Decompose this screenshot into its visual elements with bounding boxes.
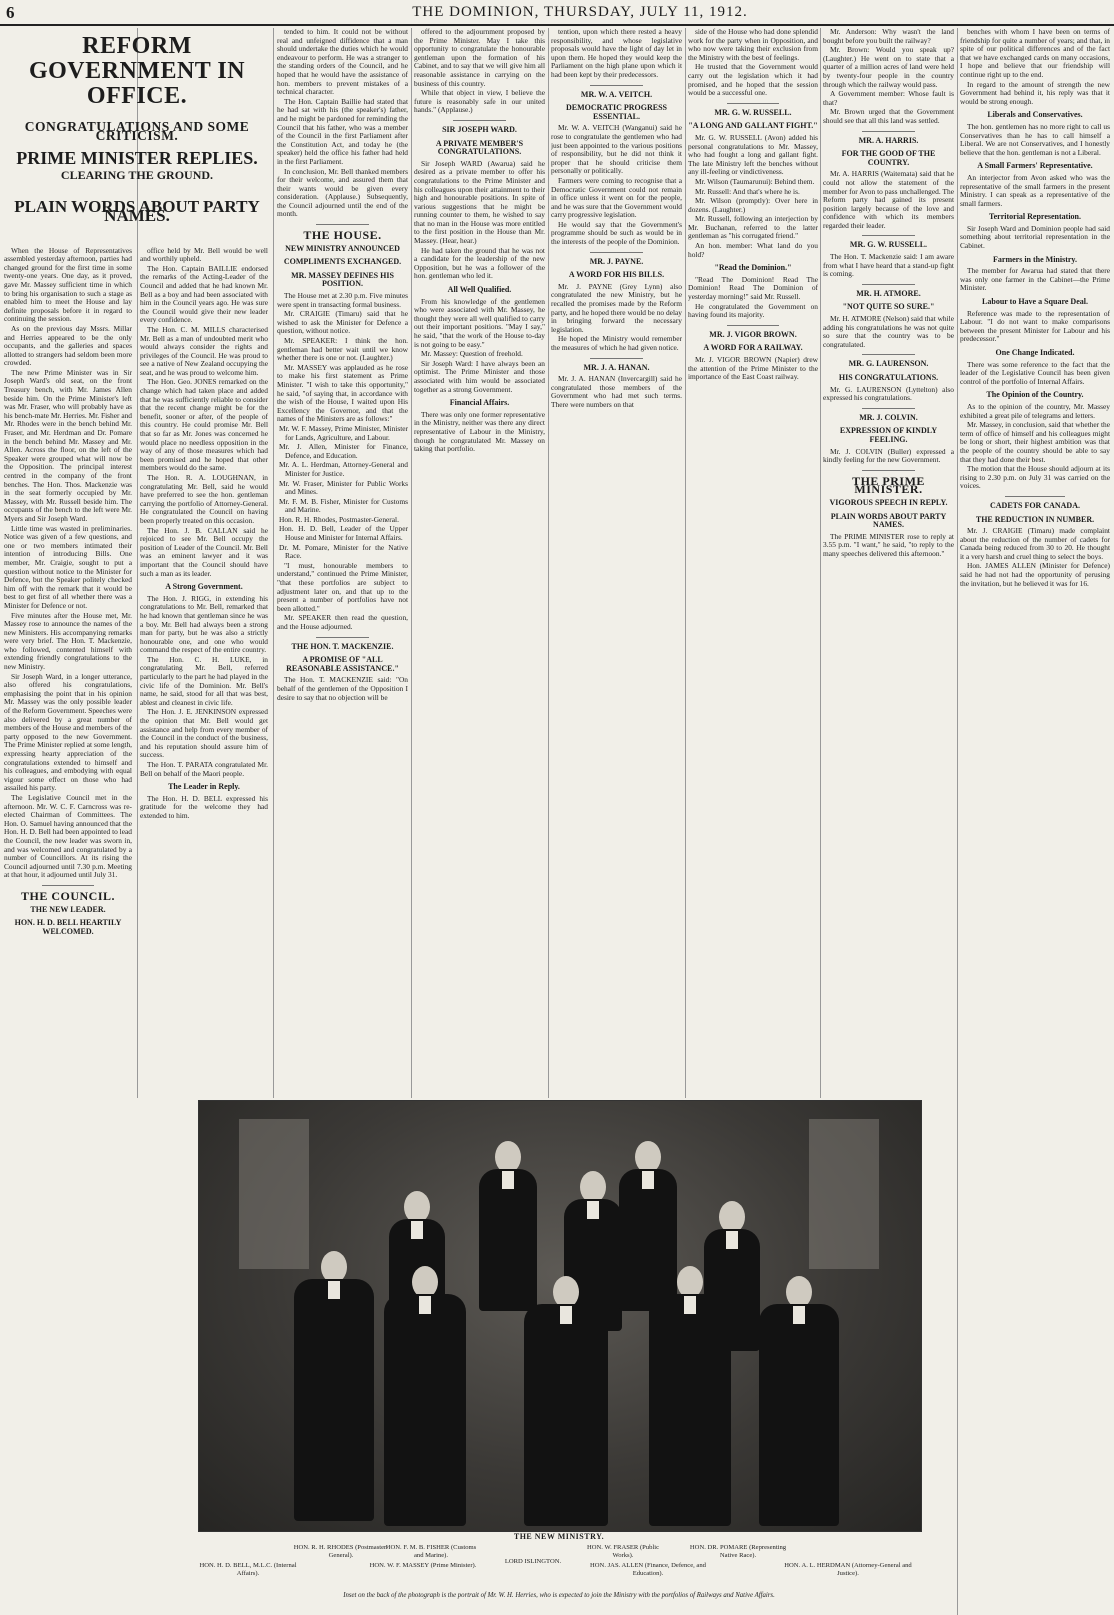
article-paragraph: While that object in view, I believe the future is reasonably safe in our united hands." (Applause.) [414,88,545,115]
column-rule [273,28,274,1098]
minister-entry: Mr. W. F. Massey, Prime Minister, Minister for Lands, Agriculture, and Labour. [279,423,408,442]
article-paragraph: office held by Mr. Bell would be well and worthily upheld. [140,245,268,264]
column-4 [414,28,545,1096]
section-subheading: "A LONG AND GALLANT FIGHT." [688,121,818,131]
section-subheading: EXPRESSION OF KINDLY FEELING. [839,426,938,444]
article-paragraph: Sir Joseph Ward, in a longer utterance, also offered his congratulations, emphasising the point that in his opinion Mr. Massey was the only possible leader of the Reform Government. Speeches were also delivered by a great number of members of the House and members of the party opposed to the new Government. The Prime Minister replied at some length, expressing hearty appreciation of the congratulations extended to himself and his colleagues, and embodying with equal vigour some effect on those who had assailed his party. [4,671,132,793]
article-paragraph: The Hon. C. H. LUKE, in congratulating Mr. Bell, referred particularly to the part he had played in the civic life of the Dominion. Mr. Bell's name, he said, stood for all that was best, ablest and cleanest in civic life. [140,654,268,707]
article-paragraph: Mr. J. VIGOR BROWN (Napier) drew the attention of the Prime Minister to the importance of the East Coast railway. [688,355,818,382]
article-paragraph: Sir Joseph Ward: I have always been an optimist. The Prime Minister and those associated with him would be associated together as a strong Government. [414,358,545,394]
article-paragraph: Mr. W. A. VEITCH (Wanganui) said he rose to congratulate the gentlemen who had just been appointed to the various positions of responsibility, but he did not think it proper that he should criticise them personally or politically. [551,123,682,176]
article-paragraph: tended to him. It could not be without real and unfeigned diffidence that a man should undertake the duties which he would endeavour to perform. He was a stranger to the standing orders of the Council, and he hoped that he would have the assistance of hon. members to prevent mistakes of a technical character. [277,28,408,97]
minister-entry: Mr. F. M. B. Fisher, Minister for Customs and Marine. [279,496,408,515]
article-paragraph: The Hon. C. M. MILLS characterised Mr. Bell as a man of undoubted merit who would always consider the rights and privileges of the Council. He was proud to see a native of New Zealand occupying the seat, and he was proud to welcome him. [140,324,268,377]
article-paragraph: Mr. Wilson (Taumarunui): Behind them. [695,176,815,186]
section-subheading: COMPLIMENTS EXCHANGED. [283,257,402,267]
article-paragraph: He trusted that the Government would carry out the legislation which it had promised, and he hoped that the session would be a successful one. [688,62,818,98]
section-heading: CADETS FOR CANADA. [989,500,1080,510]
section-subheading: A Strong Government. [165,582,243,592]
section-heading: SIR JOSEPH WARD. [442,124,517,134]
caption-name: HON. W. FRASER (Public Works). [587,1544,659,1559]
article-paragraph: Mr. CRAIGIE (Timaru) said that he wished to ask the Minister for Defence a question, without notice. [277,309,408,336]
column-rule [411,28,412,1098]
article-paragraph: "Read The Dominion! Read The Dominion! Read The Dominion of yesterday morning!" said Mr. Russell. [688,274,818,302]
minister-figure [294,1251,374,1521]
section-heading: MR. W. A. VEITCH. [580,89,653,99]
article-paragraph: Hon. JAMES ALLEN (Minister for Defence) said he had not had the opportunity of perusing the invitation, but he believed it was for 16. [960,561,1110,588]
caption-name: HON. A. L. HERDMAN (Attorney-General and Justice). [784,1562,912,1577]
headline-deck: PLAIN WORDS ABOUT PARTY NAMES. [14,197,260,225]
article-paragraph: There was some reference to the fact that the leader of the Legislative Council has been given control of the portfolio of Internal Affairs. [960,359,1110,386]
article-paragraph: Sir Joseph Ward and Dominion people had said something about territorial representation in the Cabinet. [960,223,1110,251]
photo-captions [198,1532,920,1612]
column-rule [957,28,958,1615]
section-subheading: A PROMISE OF "ALL REASONABLE ASSISTANCE." [286,655,399,673]
minister-entry: Mr. W. Fraser, Minister for Public Works and Mines. [279,478,408,497]
column-5 [551,28,682,1096]
article-paragraph: When the House of Representatives assembled yesterday afternoon, parties had changed ground for the first time in some twenty-one years. One day, as it proved, gave Mr. Massey sufficient time in which to bring his organisation to such a stage as enabled him to meet the House and lay definite proposals before it in regard to continuing the session. [4,245,132,324]
window-background [809,1119,879,1269]
section-subheading: All Well Qualified. [447,285,512,295]
article-paragraph: From his knowledge of the gentlemen who were associated with Mr. Massey, he thought they were all well qualified to carry out their important positions. "May I say," he said, "that the work of the House to-day is not going to be easy." [414,296,545,349]
section-subheading: MR. MASSEY DEFINES HIS POSITION. [291,270,394,289]
minister-entry: Dr. M. Pomare, Minister for the Native Race. [279,542,408,561]
article-paragraph: Mr. Russell, following an interjection by Mr. Buchanan, referred to the latter gentleman as "his corrugated friend." [688,214,818,241]
article-paragraph: In conclusion, Mr. Bell thanked members for their welcome, and assured them that their wants would be given every consideration. (Applause.) Subsequently, the Council adjourned until the end of the month. [277,166,408,219]
article-paragraph: Mr. SPEAKER: I think the hon. gentleman had better wait until we know whether there is one or not. (Laughter.) [277,336,408,363]
section-subheading: Territorial Representation. [989,212,1081,222]
article-paragraph: The Hon. Captain Baillie had stated that he had sat with his (the speaker's) father, and he might be pardoned for reminding the Council that his father, who was a member of the Council in the first Parliament after the Constitution Act, and today he (the speaker) held the office his father had held in the first Parliament. [277,96,408,166]
section-subheading: Farmers in the Ministry. [993,254,1077,264]
article-paragraph: Farmers were coming to recognise that a Democratic Government could not remain in office unless it went on for the people, and he was sure that the Government would carry progressive legislation. [551,175,682,220]
article-paragraph: The Hon. H. D. BELL expressed his gratitude for the welcome they had extended to him. [140,793,268,820]
minister-entry: Mr. A. L. Herdman, Attorney-General and Minister for Justice. [279,460,408,478]
minister-entry: Mr. J. Allen, Minister for Finance, Defence, and Education. [279,442,408,460]
section-subheading: Labour to Have a Square Deal. [982,297,1088,307]
article-paragraph: Mr. A. HARRIS (Waitemata) said that he could not allow the statement of the member for Avon to pass unchallenged. The Reform party had gained its present position largely because of the love and confidence with which its members regarded their leader. [823,169,954,230]
section-heading: THE PRIME MINISTER. [852,473,925,497]
article-paragraph: Mr. Brown urged that the Government should see that all this land was settled. [823,107,954,125]
article-paragraph: Mr. Massey: Question of freehold. [421,349,523,359]
minister-figure [384,1266,466,1526]
headline-deck: PRIME MINISTER REPLIES. [16,148,258,169]
section-subheading: THE NEW LEADER. [30,904,106,914]
article-paragraph: The Hon. T. Mackenzie said: I am aware from what I have heard that a stand-up fight is coming. [823,252,954,279]
article-paragraph: The member for Awarua had stated that there was only one farmer in the Cabinet—the Prime Minister. [960,266,1110,293]
article-paragraph: Mr. G. W. RUSSELL (Avon) added his personal congratulations to Mr. Massey, who had fought a long and gallant fight. The late Ministry left the benches without any ill-feeling or vindictiveness. [688,132,818,177]
ministry-group-photo [198,1100,922,1532]
article-paragraph: Mr. Anderson: Why wasn't the land bought before you built the railway? [823,28,954,45]
article-paragraph: benches with whom I have been on terms of friendship for quite a number of years; and that, in spite of our political differences and of the fact that we have exchanged cards on many occasions, I hope and believe that our friendship will continue right up to the end. [960,28,1110,79]
column-rule [548,28,549,1098]
caption-name: HON. DR. POMARE (Representing Native Race). [689,1544,787,1559]
article-paragraph: offered to the adjournment proposed by the Prime Minister. May I take this opportunity to congratulate the honourable gentleman upon the formation of his Cabinet, and to say that we will give him all reasonable assistance in carrying on the business of this country. [414,28,545,88]
article-paragraph: Mr. Massey, in conclusion, said that whether the term of office of himself and his colleagues might be long or short, their highest ambition was that the people of the country should be able to say that they had done their best. [960,420,1110,464]
article-paragraph: He hoped the Ministry would remember the measures of which he had given notice. [551,334,682,352]
section-subheading: A WORD FOR A RAILWAY. [703,343,803,353]
section-heading: MR. J. COLVIN. [859,412,918,422]
article-paragraph: "I must, honourable members to understand," continued the Prime Minister, "that these portfolios are subject to adjustment later on, and that up to the present a number of portfolios have not been allotted." [277,560,408,613]
article-paragraph: Mr. J. CRAIGIE (Timaru) made complaint about the reduction of the number of cadets for Canada being reduced from 30 to 20. He thought it a very harsh and cruel thing to select the boys. [960,526,1110,561]
photo-title: THE NEW MINISTRY. [513,1532,605,1541]
caption-name: LORD ISLINGTON. [504,1558,562,1565]
minister-figure [524,1276,608,1526]
caption-name: HON. R. H. RHODES (Postmaster-General). [293,1544,389,1559]
article-paragraph: The House met at 2.30 p.m. Five minutes were spent in transacting formal business. [277,291,408,309]
section-heading: MR. A. HARRIS. [858,135,919,145]
window-background [239,1119,309,1269]
section-heading: MR. G. LAURENSON. [848,359,929,369]
caption-name: HON. H. D. BELL, M.L.C. (Internal Affairs). [199,1562,297,1577]
section-heading: MR. J. PAYNE. [589,256,644,266]
section-subheading: "NOT QUITE SO SURE." [842,302,935,312]
section-subheading: FOR THE GOOD OF THE COUNTRY. [841,149,936,167]
section-subheading: A Small Farmers' Representative. [977,161,1093,171]
column-rule [685,28,686,1098]
article-paragraph: The Hon. Geo. JONES remarked on the change which had taken place and added that he was sufficiently reliable to consider that the recent change might be for the benefit, sooner or after, of the people of this country. He could promise Mr. Bell that so far as Mr. Jones was concerned he would place no needless opposition in the way of any of those measures which had been promised and he hoped that other members would do the same. [140,377,268,473]
article-paragraph: Reference was made to the representation of Labour. "I do not want to make comparisons between the present Minister for Labour and his predecessor." [960,308,1110,344]
column-8 [960,28,1110,1615]
caption-name: HON. F. M. B. FISHER (Customs and Marine). [385,1544,477,1559]
section-heading: THE HOUSE. [303,228,382,243]
article-paragraph: The Hon. J. E. JENKINSON expressed the opinion that Mr. Bell would get assistance and help from every member of the Council in the conduct of the business, and his reputation should assure him of success. [140,707,268,760]
section-subheading: HON. H. D. BELL HEARTILY WELCOMED. [14,918,122,936]
article-paragraph: He congratulated the Government on having found its majority. [688,301,818,320]
article-paragraph: Mr. SPEAKER then read the question, and the House adjourned. [277,613,408,631]
section-heading: MR. H. ATMORE. [856,288,921,298]
column-7 [823,28,954,1096]
article-paragraph: Mr. H. ATMORE (Nelson) said that while adding his congratulations he was not quite so sure that the country was to be congratulated. [823,314,954,349]
article-paragraph: An interjector from Avon asked who was the representative of the small farmers in the present Ministry. I can speak as a representative of the small farmers. [960,172,1110,208]
section-subheading: The Leader in Reply. [168,782,240,792]
section-heading: MR. G. W. RUSSELL. [714,107,792,117]
article-paragraph: side of the House who had done splendid work for the party when in Opposition, and who now were taking their exclusion from the Ministry with the best of feelings. [688,28,818,62]
article-paragraph: An hon. member: What land do you hold? [688,241,818,259]
article-paragraph: Mr. Wilson (promptly): Over here in dozens. (Laughter.) [688,196,818,214]
minister-entry: Hon. H. D. Bell, Leader of the Upper House and Minister for Internal Affairs. [279,524,408,543]
section-subheading: A WORD FOR HIS BILLS. [568,270,665,280]
headline-deck: CONGRATULATIONS AND SOME CRITICISM. [24,119,250,143]
section-subheading: DEMOCRATIC PROGRESS ESSENTIAL. [566,103,667,121]
article-paragraph: The Legislative Council met in the afternoon. Mr. W. C. F. Carncross was re-elected Chairman of Committees. The Hon. O. Samuel having announced that the Hon. H. D. Bell had been appointed to lead the Council, the new leader was sworn in, and was welcomed and congratulated by a number of Councillors. At its rising the Council adjourned until 7.30 p.m. Meeting at that hour, it adjourned until July 31. [4,792,132,880]
article-paragraph: The new Prime Minister was in Sir Joseph Ward's old seat, on the front Treasury bench, with Mr. James Allen beside him. On the Prime Minister's left was Mr. Fraser, who will probably have as his bench-mate Mr. Herries. Mr. Fisher and Mr. Rhodes were in the bench behind Mr. Fraser, and Mr. Herdman and Dr. Pomare in the bench behind Mr. Massey and Mr. Allen. Across the floor, on the left of the Speaker were grouped what will now be the Opposition. The principal interest centred in the company of the front benches. The Hon. Thos. Mackenzie was in the seat formerly occupied by Mr. Massey, with Mr. Russell beside him. The occupants of the bench to the left were Mr. Myers and Sir Joseph Ward. [4,367,132,523]
article-paragraph: Mr. J. A. HANAN (Invercargill) said he congratulated those members of the Government who had met such terms. There were numbers on that [551,374,682,409]
article-paragraph: As on the previous day Mssrs. Millar and Herries appeared to be the only occupants, and the galleries and spaces allotted to strangers had seldom been more crowded. [4,323,132,368]
article-paragraph: The Hon. J. RIGG, in extending his congratulations to Mr. Bell, remarked that he had known that gentleman since he was a boy. Mr. Bell had always been a strong man for party, but he was also a strictly honourable one, and one who would command the respect of the entire country. [140,593,268,655]
caption-name: HON. JAS. ALLEN (Finance, Defence, and Education). [590,1562,706,1577]
section-heading: MR. J. A. HANAN. [583,362,650,372]
section-subheading: A PRIVATE MEMBER'S CONGRATULATIONS. [435,138,524,157]
section-subheading: VIGOROUS SPEECH IN REPLY. [829,497,948,507]
section-subheading: Liberals and Conservatives. [987,110,1083,120]
article-paragraph: The motion that the House should adjourn at its rising to 2.30 p.m. on July 31 was carried on the voices. [960,464,1110,491]
article-paragraph: Sir Joseph WARD (Awarua) said he desired as a private member to offer his congratulations to the Prime Minister and his colleagues upon their attainment to their high and honourable positions. In spite of various suggestions that he might be running counter to them, he wished to say that no man in the House was more entitled to the first position in the House than Mr. Massey. (Hear, hear.) [414,158,545,246]
page-number: 6 [6,3,15,22]
column-rule [820,28,821,1098]
main-headline: REFORM GOVERNMENT IN OFFICE. [28,33,246,109]
article-paragraph: The Hon. T. MACKENZIE said: "On behalf of the gentlemen of the Opposition I desire to say that no objection will be [277,675,408,702]
article-paragraph: A Government member: Whose fault is that? [823,89,954,107]
caption-name: HON. W. F. MASSEY (Prime Minister). [369,1562,477,1569]
article-paragraph: He had taken the ground that he was not a candidate for the leadership of the new Opposition, but he was a follower of the hon. gentleman who led it. [414,245,545,281]
article-paragraph: Mr. G. LAURENSON (Lyttelton) also expressed his congratulations. [823,384,954,403]
masthead [0,0,1114,26]
photo-footnote: Inset on the back of the photograph is the portrait of Mr. W. H. Herries, who is expected to join the Ministry with the portfolios of Railways and Native Affairs. [343,1592,775,1599]
section-heading: THE HON. T. MACKENZIE. [291,641,394,651]
article-paragraph: He would say that the Government's programme should be such as would be in the interests of the people of the Dominion. [551,219,682,247]
section-subheading: NEW MINISTRY ANNOUNCED [285,243,400,253]
minister-figure [759,1276,839,1526]
minister-figure [649,1266,731,1526]
article-paragraph: Mr. MASSEY was applauded as he rose to make his first statement as Prime Minister. "I wish to take this opportunity," he said, "of saying that, in accordance with the wish of the House, I waited upon His Excellency the Governor, and that the names of the Ministers are as follows:" [277,362,408,424]
article-paragraph: The Hon. Captain BAILLIE endorsed the remarks of the Acting-Leader of the Council and added that he had known Mr. Bell as a boy and had been associated with him in the Council years ago. He was sure the Council would give their new leader every confidence. [140,263,268,325]
article-paragraph: In regard to the amount of strength the new Government had behind it, his reply was that it would be strong enough. [960,79,1110,106]
article-paragraph: Mr. J. PAYNE (Grey Lynn) also congratulated the new Ministry, but he recalled the promises made by the Reform party, and he hoped there would be no delay in bringing forward the necessary legislation. [551,281,682,334]
article-paragraph: As to the opinion of the country, Mr. Massey exhibited a great pile of telegrams and letters. [960,401,1110,420]
section-subheading: Financial Affairs. [449,398,510,408]
section-heading: THE COUNCIL. [20,888,115,903]
article-paragraph: The Hon. R. A. LOUGHNAN, in congratulating Mr. Bell, said he would have preferred to see the hon. gentleman carrying the portfolio of Attorney-General. He congratulated the Council on having been properly treated on this occasion. [140,473,268,525]
article-paragraph: Five minutes after the House met, Mr. Massey rose to announce the names of the new Ministers. His accompanying remarks were very brief. The Hon. T. Mackenzie, who followed, contented himself with extending friendly congratulations to the new Ministry. [4,610,132,672]
section-heading: MR. J. VIGOR BROWN. [709,329,797,339]
article-paragraph: Mr. Brown: Would you speak up? (Laughter.) He went on to state that a quarter of a million acres of land were held by twenty-four people in the country through which the railway would pass. [823,45,954,89]
article-paragraph: The Hon. J. B. CALLAN said he rejoiced to see Mr. Bell occupy the position of Leader of the Council. Mr. Bell was an eminent lawyer and it was important that the Council should have such a man as its leader. [140,525,268,578]
article-paragraph: The hon. gentlemen has no more right to call us Conservatives than he has to call himself a Liberal. We are not Conservatives, and I honestly believe that the hon. gentleman is not a Liberal. [960,121,1110,157]
article-paragraph: Mr. J. COLVIN (Buller) expressed a kindly feeling for the new Government. [823,446,954,465]
article-paragraph: There was only one former representative in the Ministry, neither was there any direct representative of Labour in the Ministry, though he congratulated Mr. Massey on taking that portfolio. [414,409,545,454]
section-subheading: HIS CONGRATULATIONS. [838,373,939,382]
column-3 [277,28,408,1096]
section-subheading: One Change Indicated. [995,348,1075,357]
section-heading: MR. G. W. RUSSELL. [849,240,928,250]
article-paragraph: Mr. Russell: And that's where he is. [695,186,800,196]
column-6 [688,28,818,1096]
newspaper-title: THE DOMINION, THURSDAY, JULY 11, 1912. [412,4,748,20]
section-subheading: The Opinion of the Country. [986,390,1084,400]
section-subheading: PLAIN WORDS ABOUT PARTY NAMES. [830,511,947,530]
article-paragraph: The Hon. T. PARATA congratulated Mr. Bell on behalf of the Maori people. [140,760,268,778]
headline-deck: CLEARING THE GROUND. [60,167,214,182]
section-subheading: THE REDUCTION IN NUMBER. [975,514,1095,524]
article-paragraph: The PRIME MINISTER rose to reply at 3.55 p.m. "I want," he said, "to reply to the many speeches delivered this afternoon." [823,531,954,558]
section-subheading: "Read the Dominion." [714,263,792,273]
article-paragraph: tention, upon which there rested a heavy responsibility, and whose legislative proposals would have the light of day let in upon them. He hoped they would keep the Parliament on the high plane upon which it had been kept by their predecessors. [551,28,682,79]
minister-entry: Hon. R. H. Rhodes, Postmaster-General. [279,514,399,524]
article-paragraph: Little time was wasted in preliminaries. Notice was given of a few questions, and one or two members intimated their intention of introducing Bills. One member, Mr. Craigie, sought to put a question without notice to the Minister for Defence, but the Speaker politely checked him off with the remark that it would be best to get first of all whether there was a Minister for Defence or not. [4,523,132,610]
